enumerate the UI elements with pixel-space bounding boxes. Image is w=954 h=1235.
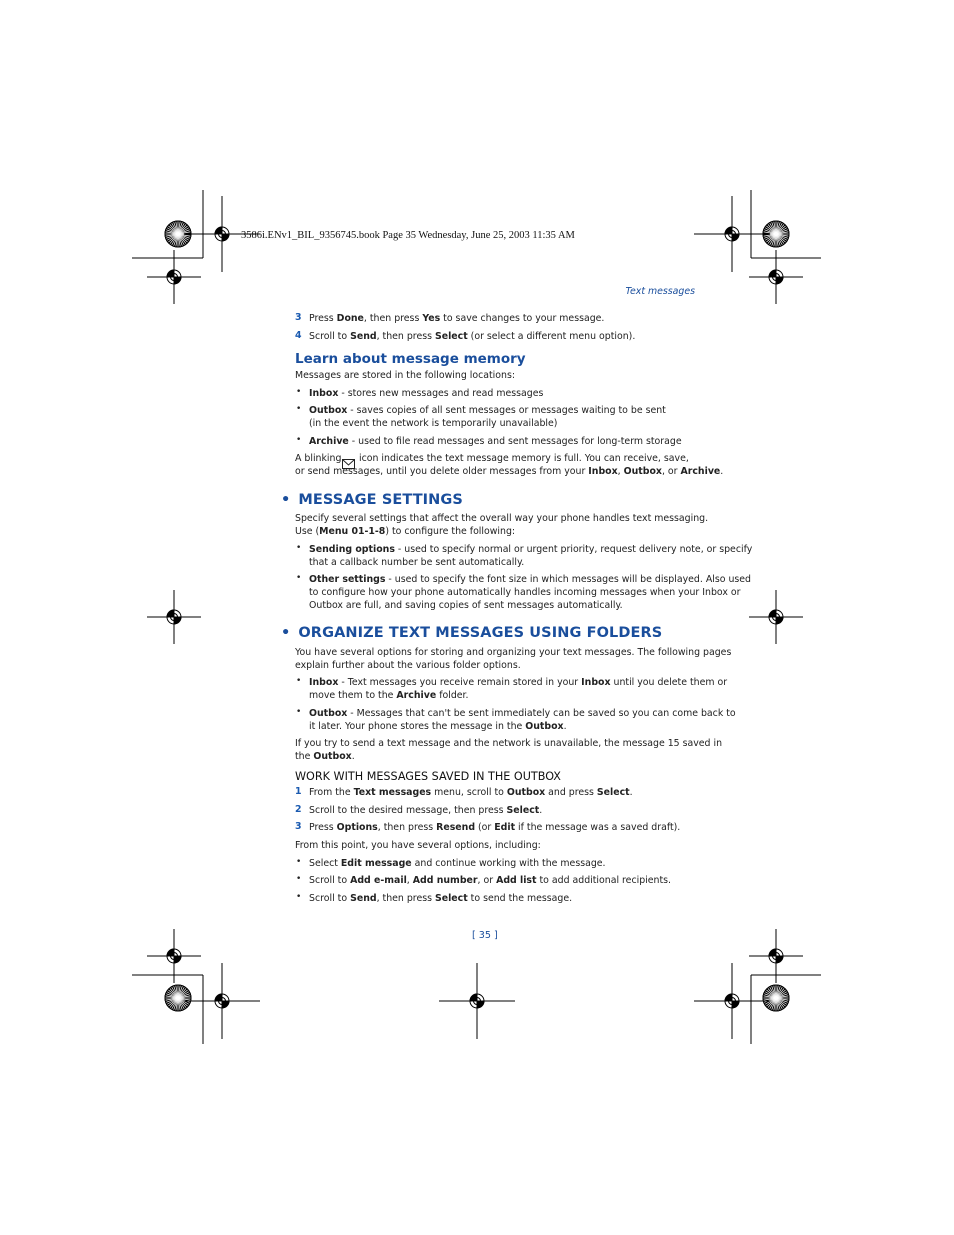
bullet-text: move them to the Archive folder. — [309, 690, 469, 701]
bullet-text: Inbox - Text messages you receive remain stored in your Inbox until you delete them or — [309, 677, 728, 688]
page-number: [ 35 ] — [472, 930, 498, 941]
memory-intro: Messages are stored in the following locations: — [295, 370, 515, 381]
bullet-text: Inbox - stores new messages and read messages — [309, 388, 544, 399]
step-text: From the Text messages menu, scroll to Outbox and press Select. — [309, 787, 633, 798]
folders-heading: • ORGANIZE TEXT MESSAGES USING FOLDERS — [281, 625, 663, 641]
bullet-dot: • — [296, 573, 302, 583]
bullet-text: Scroll to Send, then press Select to send the message. — [309, 893, 573, 904]
outbox-after: From this point, you have several options, including: — [295, 840, 541, 851]
step-number: 3 — [295, 312, 302, 323]
folders-heading-text: ORGANIZE TEXT MESSAGES USING FOLDERS — [298, 625, 663, 641]
outbox-heading: WORK WITH MESSAGES SAVED IN THE OUTBOX — [295, 770, 561, 783]
folders-intro-2: explain further about the various folder options. — [295, 660, 521, 671]
step-text: Press Done, then press Yes to save changes to your message. — [309, 313, 605, 324]
step-number: 4 — [295, 330, 302, 341]
bullet-dot: • — [296, 543, 302, 553]
folders-note-2: the Outbox. — [295, 751, 355, 762]
bullet-text: Outbox are full, and saving copies of sent messages automatically. — [309, 600, 623, 611]
bullet-text: (in the event the network is temporarily unavailable) — [309, 418, 558, 429]
blink-line-a: A blinking — [295, 453, 342, 464]
bullet-dot: • — [296, 874, 302, 884]
step-text: Press Options, then press Resend (or Edit if the message was a saved draft). — [309, 822, 681, 833]
bullet-text: Archive - used to file read messages and sent messages for long-term storage — [309, 436, 682, 447]
settings-heading: • MESSAGE SETTINGS — [281, 492, 463, 508]
blink-line-b: icon indicates the text message memory is full. You can receive, save, — [359, 453, 689, 464]
bullet-dot: • — [296, 676, 302, 686]
step-text: Scroll to the desired message, then press Select. — [309, 805, 543, 816]
blink-line-2: or send messages, until you delete older messages from your Inbox, Outbox, or Archive. — [295, 466, 724, 477]
bullet-text: to configure how your phone automatically handles incoming messages when your Inbox or — [309, 587, 741, 598]
folders-intro-1: You have several options for storing and organizing your text messages. The following pages — [295, 647, 732, 658]
memory-heading: Learn about message memory — [295, 351, 526, 367]
bullet-dot: • — [296, 857, 302, 867]
settings-intro-1: Specify several settings that affect the overall way your phone handles text messaging. — [295, 513, 709, 524]
settings-intro-2: Use (Menu 01-1-8) to configure the following: — [295, 526, 516, 537]
folders-note-1: If you try to send a text message and the network is unavailable, the message 15 saved in — [295, 738, 723, 749]
bullet-dot: • — [296, 707, 302, 717]
bullet-text: Outbox - Messages that can't be sent immediately can be saved so you can come back to — [309, 708, 736, 719]
bullet-dot: • — [296, 387, 302, 397]
bullet-text: Outbox - saves copies of all sent messages or messages waiting to be sent — [309, 405, 666, 416]
bullet-dot: • — [296, 404, 302, 414]
step-text: Scroll to Send, then press Select (or select a different menu option). — [309, 331, 636, 342]
step-number: 2 — [295, 804, 302, 815]
bullet-text: it later. Your phone stores the message in the Outbox. — [309, 721, 567, 732]
bullet-dot: • — [296, 435, 302, 445]
running-head: Text messages — [625, 286, 695, 297]
bullet-dot: • — [296, 892, 302, 902]
bullet-text: Scroll to Add e-mail, Add number, or Add list to add additional recipients. — [309, 875, 672, 886]
settings-heading-text: MESSAGE SETTINGS — [298, 492, 463, 508]
step-number: 1 — [295, 786, 302, 797]
step-number: 3 — [295, 821, 302, 832]
bullet-text: Sending options - used to specify normal or urgent priority, request delivery note, or specify — [309, 544, 753, 555]
print-header: 3586i.ENv1_BIL_9356745.book Page 35 Wednesday, June 25, 2003 11:35 AM — [241, 230, 575, 241]
bullet-text: Select Edit message and continue working with the message. — [309, 858, 606, 869]
bullet-text: that a callback number be sent automatically. — [309, 557, 525, 568]
bullet-text: Other settings - used to specify the font size in which messages will be displayed. Also used — [309, 574, 752, 585]
